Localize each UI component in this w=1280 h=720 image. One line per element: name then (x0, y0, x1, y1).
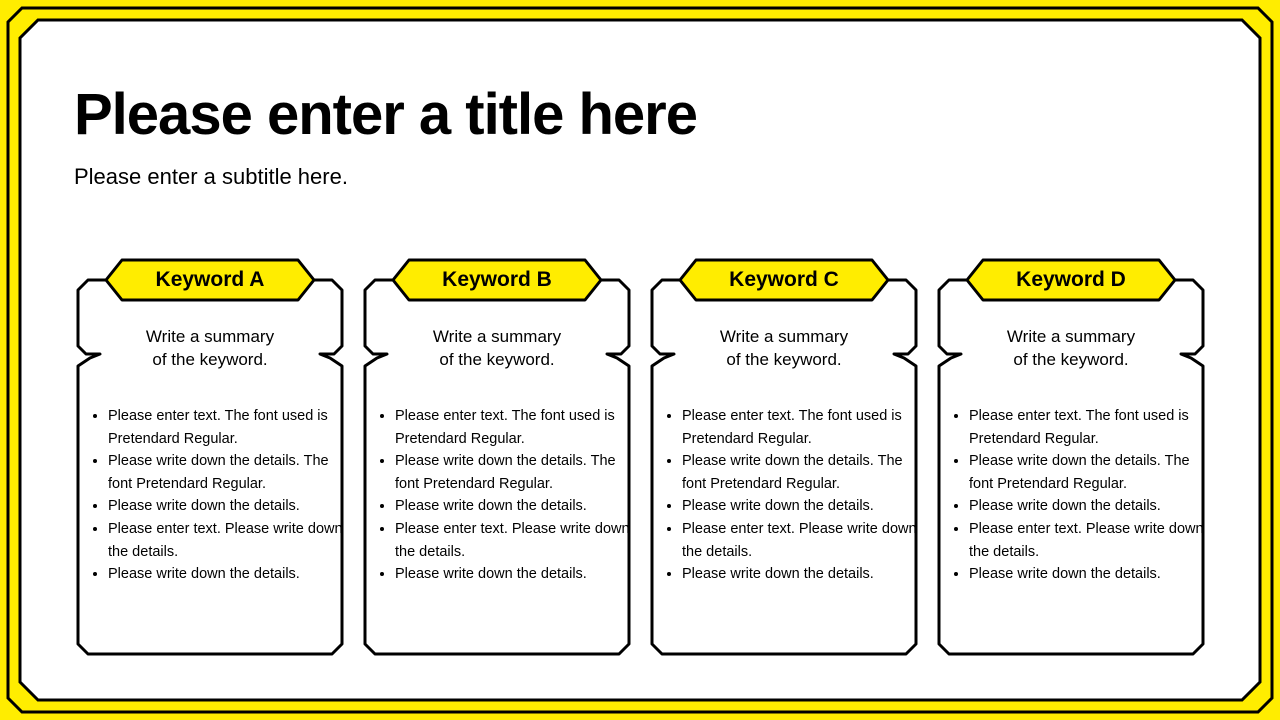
list-item: • Please enter text. The font used is Pretendard Regular. (395, 405, 631, 450)
list-item: • Please enter text. The font used is Pretendard Regular. (682, 405, 918, 450)
list-item: • Please write down the details. (969, 495, 1205, 518)
keyword-summary (955, 325, 1187, 371)
list-item: • Please write down the details. The font Pretendard Regular. (395, 450, 631, 495)
list-item: • Please write down the details. The font Pretendard Regular. (969, 450, 1205, 495)
summary-line: Write a summary (432, 327, 562, 346)
summary-line: Write a summary (719, 327, 849, 346)
keyword-card-a (74, 258, 346, 658)
list-item: • Please write down the details. (969, 563, 1205, 586)
list-item: • Please write down the details. The font Pretendard Regular. (682, 450, 918, 495)
summary-line: of the keyword. (726, 350, 842, 369)
summary-line: Write a summary (1006, 327, 1136, 346)
detail-list (955, 405, 1205, 586)
slide-title: Please enter a title here (74, 82, 697, 147)
keyword-summary (94, 325, 326, 371)
list-item: • Please enter text. Please write down the details. (108, 518, 344, 563)
keyword-summary (381, 325, 613, 371)
keyword-summary (668, 325, 900, 371)
list-item: • Please enter text. The font used is Pretendard Regular. (108, 405, 344, 450)
detail-list (668, 405, 918, 586)
summary-line: of the keyword. (1013, 350, 1129, 369)
keyword-label: Keyword C (729, 268, 839, 291)
summary-line: of the keyword. (439, 350, 555, 369)
slide-subtitle: Please enter a subtitle here. (74, 164, 348, 189)
keyword-label: Keyword B (442, 268, 552, 291)
list-item: • Please enter text. Please write down the details. (969, 518, 1205, 563)
keyword-card-b (361, 258, 633, 658)
keyword-card-d (935, 258, 1207, 658)
summary-line: of the keyword. (152, 350, 268, 369)
keyword-label: Keyword A (155, 268, 265, 291)
detail-list (381, 405, 631, 586)
detail-list (94, 405, 344, 586)
list-item: • Please write down the details. (395, 495, 631, 518)
list-item: • Please write down the details. (682, 563, 918, 586)
keyword-label: Keyword D (1016, 268, 1126, 291)
list-item: • Please enter text. The font used is Pretendard Regular. (969, 405, 1205, 450)
list-item: • Please enter text. Please write down the details. (395, 518, 631, 563)
summary-line: Write a summary (145, 327, 275, 346)
list-item: • Please write down the details. (108, 495, 344, 518)
list-item: • Please enter text. Please write down the details. (682, 518, 918, 563)
keyword-card-c (648, 258, 920, 658)
list-item: • Please write down the details. (108, 563, 344, 586)
list-item: • Please write down the details. (682, 495, 918, 518)
list-item: • Please write down the details. The font Pretendard Regular. (108, 450, 344, 495)
list-item: • Please write down the details. (395, 563, 631, 586)
